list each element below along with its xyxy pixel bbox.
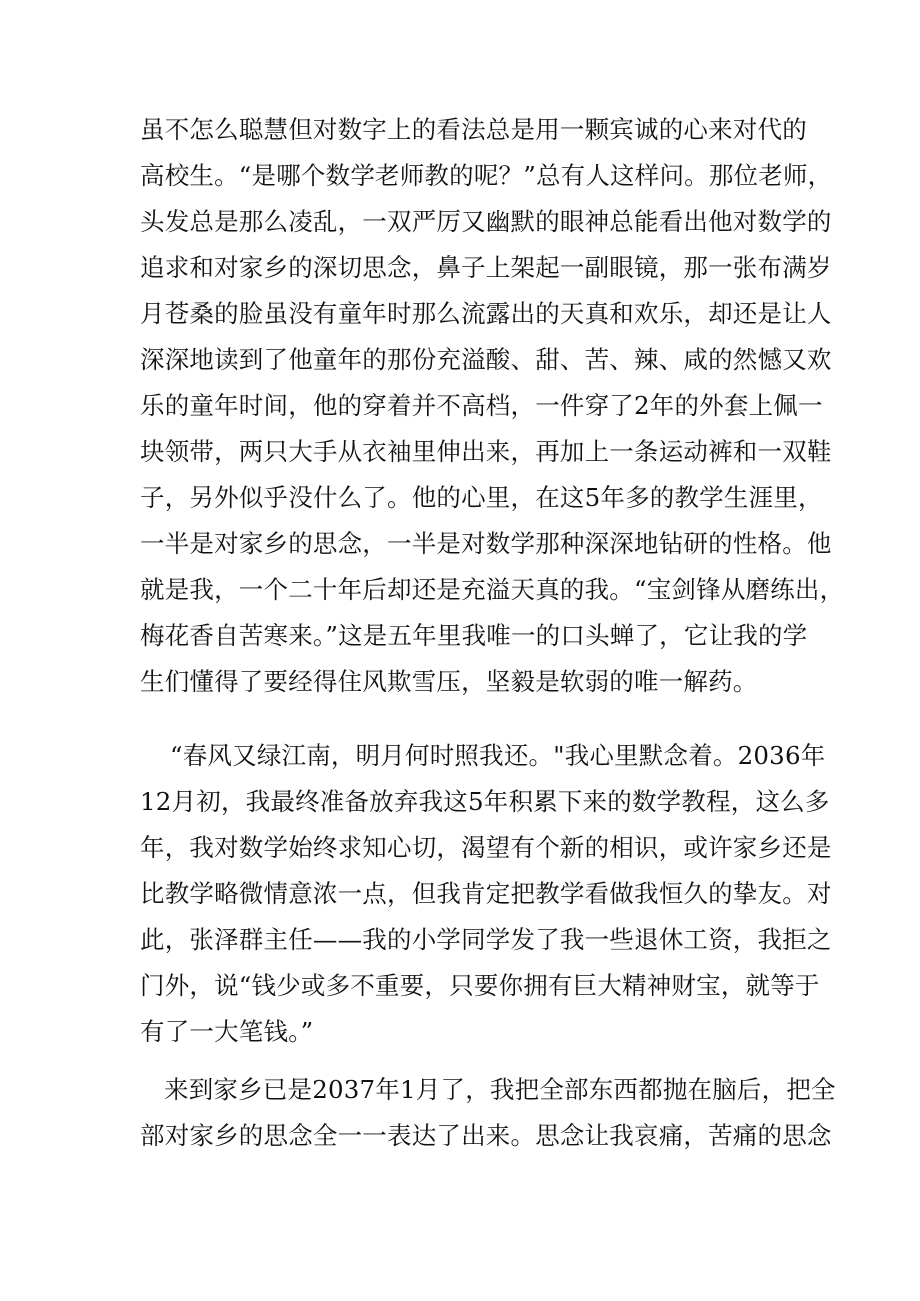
text-line: 此，张泽群主任——我的小学同学发了我一些退休工资，我拒之 bbox=[140, 925, 832, 954]
text-line: 头发总是那么凌乱，一双严厉又幽默的眼神总能看出他对数学的 bbox=[140, 207, 832, 236]
text-line: 部对家乡的思念全一一表达了出来。思念让我哀痛，苦痛的思念 bbox=[140, 1121, 832, 1150]
text-line: 一半是对家乡的思念，一半是对数学那种深深地钻研的性格。他 bbox=[140, 529, 832, 558]
text-line: 月苍桑的脸虽没有童年时那么流露出的天真和欢乐，却还是让人 bbox=[140, 299, 832, 328]
text-line: 深深地读到了他童年的那份充溢酸、甜、苦、辣、咸的然憾又欢 bbox=[140, 345, 832, 374]
text-line: 就是我，一个二十年后却还是充溢天真的我。“宝剑锋从磨练出， bbox=[140, 575, 845, 604]
text-line: 块领带，两只大手从衣袖里伸出来，再加上一条运动裤和一双鞋 bbox=[140, 437, 832, 466]
text-line: 来到家乡已是2037年1月了，我把全部东西都抛在脑后，把全 bbox=[164, 1075, 836, 1104]
text-line: 子，另外似乎没什么了。他的心里，在这5年多的教学生涯里， bbox=[140, 483, 823, 512]
text-line: “春风又绿江南，明月何时照我还。"我心里默念着。2036年 bbox=[170, 741, 826, 770]
text-line: 乐的童年时间，他的穿着并不高档，一件穿了2年的外套上佩一 bbox=[140, 391, 823, 420]
text-line: 高校生。“是哪个数学老师教的呢？”总有人这样问。那位老师， bbox=[140, 161, 833, 190]
text-line: 生们懂得了要经得住风欺雪压，坚毅是软弱的唯一解药。 bbox=[140, 667, 758, 696]
text-line: 梅花香自苦寒来。”这是五年里我唯一的口头蝉了，它让我的学 bbox=[140, 621, 808, 650]
text-line: 虽不怎么聪慧但对数字上的看法总是用一颗宾诚的心来对代的 bbox=[140, 115, 807, 144]
text-line: 追求和对家乡的深切思念，鼻子上架起一副眼镜，那一张布满岁 bbox=[140, 253, 832, 282]
text-line: 年，我对数学始终求知心切，渴望有个新的相识，或许家乡还是 bbox=[140, 833, 832, 862]
text-line: 门外，说“钱少或多不重要，只要你拥有巨大精神财宝，就等于 bbox=[140, 971, 820, 1000]
text-line: 12月初，我最终准备放弃我这5年积累下来的数学教程，这么多 bbox=[140, 787, 830, 816]
text-line: 比教学略微情意浓一点，但我肯定把教学看做我恒久的挚友。对 bbox=[140, 879, 832, 908]
text-line: 有了一大笔钱。” bbox=[140, 1017, 314, 1046]
